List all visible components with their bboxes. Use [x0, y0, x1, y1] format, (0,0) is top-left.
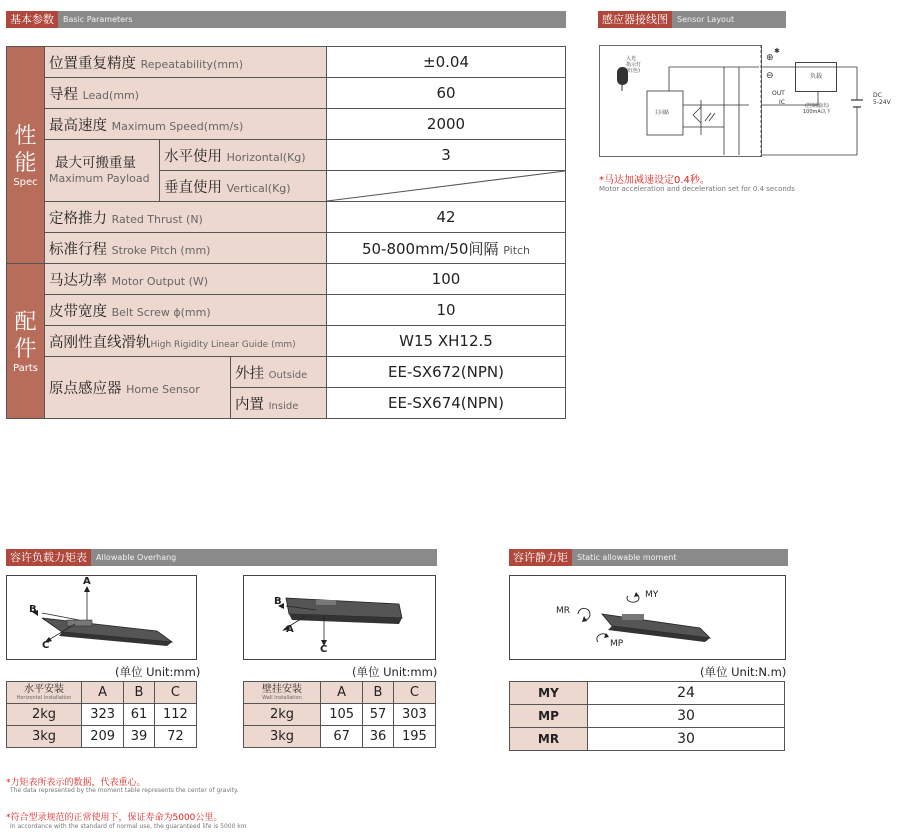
horizontal-axis-a: A — [83, 576, 91, 587]
note-2-en: In accordance with the standard of normal use, the guaranteed life is 5000 km — [10, 823, 247, 830]
repeatability-label — [45, 47, 327, 78]
mr-label: MR — [556, 606, 571, 616]
lead-value: 60 — [327, 78, 566, 109]
table-row — [7, 682, 197, 704]
horizontal-actuator-drawing — [7, 576, 196, 659]
speed-value: 2000 — [327, 109, 566, 140]
col-b-header: B — [124, 682, 155, 704]
motor-accel-note-en: Motor acceleration and deceleration set for 0.4 seconds — [599, 185, 795, 193]
stroke-value-pitch: Pitch — [503, 243, 531, 257]
sensor-outside-en: Outside — [268, 369, 308, 381]
table-row — [7, 726, 197, 748]
sensor-inside-cn: 内置 — [235, 396, 264, 413]
note-2-cn: *符合型录规范的正常使用下，保证寿命为5000公里。 — [6, 813, 223, 823]
belt-en: Belt Screw ϕ(mm) — [111, 305, 211, 319]
motor-en: Motor Output (W) — [111, 274, 209, 288]
repeatability-cn: 位置重复精度 — [49, 55, 136, 72]
table-row — [7, 47, 566, 78]
horizontal-install-cn: 水平安装 — [24, 684, 64, 695]
sensor-inside-label — [231, 388, 327, 419]
payload-horizontal-cn: 水平使用 — [164, 148, 222, 165]
value-cell: 61 — [124, 704, 155, 726]
moment-key: MY — [510, 682, 588, 705]
wall-axis-c: C — [320, 644, 328, 655]
guide-en: High Rigidity Linear Guide (mm) — [150, 339, 296, 350]
guide-value: W15 XH12.5 — [327, 326, 566, 357]
horizontal-overhang-diagram — [6, 575, 197, 660]
spec-table — [6, 46, 566, 419]
horizontal-overhang-table — [6, 681, 197, 748]
horizontal-install-en: Horizontal Installation — [16, 695, 72, 701]
note-1-en: The data represented by the moment table represents the center of gravity. — [10, 787, 239, 794]
static-moment-diagram — [509, 575, 786, 660]
motor-accel-note-cn: *马达加减速设定0.4秒。 — [599, 175, 710, 186]
table-row — [510, 728, 785, 751]
value-cell: 303 — [393, 704, 435, 726]
wall-overhang-table — [243, 681, 436, 748]
table-row — [244, 726, 436, 748]
sensor-layout-title-cn: 感应器接线图 — [598, 11, 672, 28]
thrust-cn: 定格推力 — [49, 210, 107, 227]
table-row — [7, 202, 566, 233]
wiring-lines — [599, 45, 762, 157]
value-cell: 39 — [124, 726, 155, 748]
parts-side-cn2: 件 — [14, 336, 37, 362]
payload-vertical-cn: 垂直使用 — [164, 179, 222, 196]
belt-value: 10 — [327, 295, 566, 326]
value-cell: 323 — [82, 704, 124, 726]
sensor-layout-title-en: Sensor Layout — [677, 15, 735, 24]
spec-side-cn2: 能 — [14, 150, 37, 176]
col-c-header: C — [154, 682, 196, 704]
table-row — [7, 357, 566, 388]
minus-mark: ⊖ — [766, 71, 774, 81]
dc-label — [873, 92, 891, 106]
speed-en: Maximum Speed(mm/s) — [111, 119, 244, 133]
load-box: 负载 — [795, 62, 837, 92]
payload-vertical-value — [327, 171, 566, 202]
stroke-value-main: 50-800mm/50间隔 — [361, 239, 499, 258]
table-row — [7, 704, 197, 726]
motor-cn: 马达功率 — [49, 272, 107, 289]
value-cell: 72 — [154, 726, 196, 748]
indicator-label — [626, 56, 641, 74]
out-label: OUT — [772, 90, 785, 97]
wall-overhang-diagram — [243, 575, 436, 660]
indicator-line-1: 入光 — [626, 56, 637, 62]
payload-horizontal-en: Horizontal(Kg) — [226, 150, 306, 164]
load-cell: 2kg — [7, 704, 82, 726]
dc-line-1: DC — [873, 92, 882, 99]
col-b-header: B — [363, 682, 394, 704]
speed-cn: 最高速度 — [49, 117, 107, 134]
payload-horizontal-label — [160, 140, 327, 171]
payload-cn: 最大可搬重量 — [55, 154, 136, 171]
value-cell: 105 — [321, 704, 363, 726]
lead-cn: 导程 — [49, 86, 78, 103]
table-row — [7, 233, 566, 264]
diagonal-slash — [327, 171, 565, 201]
asterisk-mark: ✱ — [774, 47, 780, 55]
table-row — [7, 109, 566, 140]
table-row — [7, 326, 566, 357]
note-1-cn: *力矩表所表示的数据，代表重心。 — [6, 778, 146, 788]
wall-axis-b: B — [274, 596, 282, 607]
static-moment-title-cn: 容许静力矩 — [509, 549, 572, 566]
wall-install-en: Wall Installation — [262, 695, 302, 701]
motor-label — [45, 264, 327, 295]
table-row — [244, 682, 436, 704]
horizontal-axis-b: B — [29, 604, 37, 615]
lead-en: Lead(mm) — [82, 88, 140, 102]
guide-label — [45, 326, 327, 357]
wall-actuator-drawing — [244, 576, 435, 659]
belt-label — [45, 295, 327, 326]
thrust-en: Rated Thrust (N) — [111, 212, 203, 226]
static-moment-unit: (单位 Unit:N.m) — [700, 665, 787, 679]
table-row — [7, 295, 566, 326]
load-cell: 3kg — [7, 726, 82, 748]
control-output-label — [803, 103, 831, 115]
moment-value: 30 — [588, 705, 785, 728]
horizontal-install-header — [7, 682, 82, 704]
value-cell: 195 — [393, 726, 435, 748]
stroke-label — [45, 233, 327, 264]
table-row — [7, 78, 566, 109]
basic-params-title-en: Basic Parameters — [63, 15, 133, 24]
sensor-outside-value: EE-SX672(NPN) — [327, 357, 566, 388]
control-line-2: 100mA以下 — [803, 109, 831, 115]
my-label: MY — [645, 590, 659, 600]
sensor-label — [45, 357, 231, 419]
load-cell: 3kg — [244, 726, 321, 748]
lead-label — [45, 78, 327, 109]
payload-vertical-en: Vertical(Kg) — [226, 181, 291, 195]
motor-value: 100 — [327, 264, 566, 295]
main-circuit-label: 主回路 — [654, 110, 670, 116]
stroke-value — [327, 233, 566, 264]
value-cell: 67 — [321, 726, 363, 748]
static-moment-title-en: Static allowable moment — [577, 553, 677, 562]
table-row — [510, 682, 785, 705]
wall-install-header — [244, 682, 321, 704]
overhang-title-en: Allowable Overhang — [96, 553, 177, 562]
table-row — [7, 140, 566, 171]
parts-side-label — [7, 264, 45, 419]
basic-params-title-cn: 基本参数 — [6, 11, 58, 28]
moment-value: 24 — [588, 682, 785, 705]
guide-cn: 高刚性直线滑轨 — [49, 334, 151, 351]
sensor-outside-label — [231, 357, 327, 388]
static-moment-table — [509, 681, 785, 751]
table-row — [244, 704, 436, 726]
overhang-title-cn: 容许负载力矩表 — [6, 549, 91, 566]
thrust-value: 42 — [327, 202, 566, 233]
parts-side-cn1: 配 — [14, 309, 37, 335]
sensor-inside-en: Inside — [268, 400, 299, 412]
ic-label: IC — [779, 99, 785, 106]
basic-params-header — [6, 11, 566, 28]
horizontal-unit-label: (单位 Unit:mm) — [115, 665, 201, 679]
table-row — [7, 264, 566, 295]
sensor-outside-cn: 外挂 — [235, 365, 264, 382]
value-cell: 209 — [82, 726, 124, 748]
col-c-header: C — [393, 682, 435, 704]
col-a-header: A — [82, 682, 124, 704]
parts-side-en: Parts — [13, 362, 38, 374]
wall-install-cn: 壁挂安装 — [262, 684, 302, 695]
payload-vertical-label — [160, 171, 327, 202]
sensor-inside-value: EE-SX674(NPN) — [327, 388, 566, 419]
indicator-line-2: 指示灯 — [626, 62, 642, 68]
payload-horizontal-value: 3 — [327, 140, 566, 171]
col-a-header: A — [321, 682, 363, 704]
belt-cn: 皮带宽度 — [49, 303, 107, 320]
wall-unit-label: (单位 Unit:mm) — [352, 665, 438, 679]
indicator-line-3: (红色) — [626, 68, 640, 74]
sensor-layout-header — [598, 11, 786, 28]
repeatability-value: ±0.04 — [327, 47, 566, 78]
repeatability-en: Repeatability(mm) — [140, 57, 244, 71]
sensor-cn: 原点感应器 — [49, 381, 122, 397]
moment-value: 30 — [588, 728, 785, 751]
value-cell: 36 — [363, 726, 394, 748]
moment-actuator-drawing — [510, 576, 785, 659]
load-cell: 2kg — [244, 704, 321, 726]
value-cell: 112 — [154, 704, 196, 726]
horizontal-axis-c: C — [42, 640, 50, 651]
overhang-header — [6, 549, 437, 566]
static-moment-header — [509, 549, 788, 566]
payload-label — [45, 140, 160, 202]
stroke-en: Stroke Pitch (mm) — [111, 243, 211, 257]
moment-key: MP — [510, 705, 588, 728]
spec-side-en: Spec — [13, 176, 38, 188]
spec-side-cn1: 性 — [14, 123, 37, 149]
mp-label: MP — [610, 639, 624, 649]
plus-mark: ⊕ — [766, 53, 774, 63]
speed-label — [45, 109, 327, 140]
wall-axis-a: A — [286, 624, 294, 635]
moment-key: MR — [510, 728, 588, 751]
sensor-en: Home Sensor — [126, 383, 200, 396]
control-line-1: (控制输出) — [804, 103, 829, 109]
dc-line-2: 5-24V — [873, 99, 891, 106]
payload-en: Maximum Payload — [49, 171, 150, 185]
spec-side-label — [7, 47, 45, 264]
value-cell: 57 — [363, 704, 394, 726]
stroke-cn: 标准行程 — [49, 241, 107, 258]
thrust-label — [45, 202, 327, 233]
table-row — [510, 705, 785, 728]
